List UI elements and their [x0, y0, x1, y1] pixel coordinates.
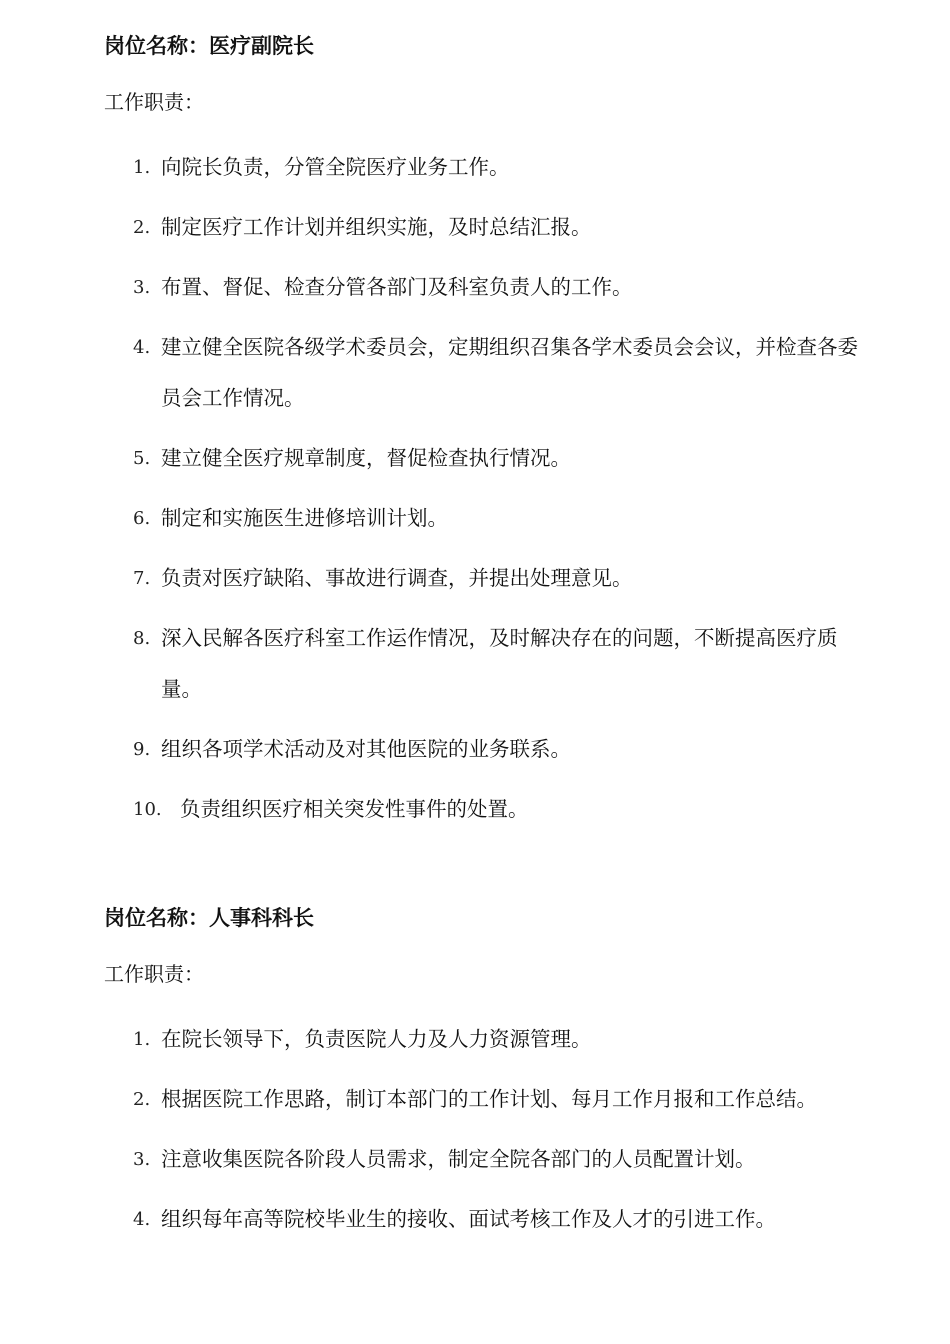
duty-text: 注意收集医院各阶段人员需求，制定全院各部门的人员配置计划。: [161, 1147, 756, 1171]
job-section-hr-chief: [104, 900, 864, 1245]
job-title: 岗位名称：医疗副院长: [104, 34, 314, 58]
duty-text: 组织各项学术活动及对其他医院的业务联系。: [161, 737, 571, 761]
duty-number: 1.: [133, 1029, 151, 1050]
duty-text: 在院长领导下，负责医院人力及人力资源管理。: [161, 1027, 592, 1051]
duty-list: [104, 142, 864, 835]
duty-text: 负责组织医疗相关突发性事件的处置。: [180, 797, 529, 821]
job-section-medical-vice-president: [104, 28, 864, 835]
duty-number: 7.: [133, 568, 151, 589]
duty-text: 建立健全医院各级学术委员会，定期组织召集各学术委员会会议，并检查各委员会工作情况。: [161, 335, 858, 410]
duty-number: 5.: [133, 448, 151, 469]
duty-item: [104, 1134, 864, 1185]
duty-text: 布置、督促、检查分管各部门及科室负责人的工作。: [161, 275, 633, 299]
duty-text: 制定和实施医生进修培训计划。: [161, 506, 448, 530]
duty-number: 6.: [133, 508, 151, 529]
duty-number: 3.: [133, 277, 151, 298]
duty-item: [104, 1194, 864, 1245]
duty-number: 1.: [133, 157, 151, 178]
duty-number: 9.: [133, 739, 151, 760]
duty-item: [104, 322, 864, 424]
duty-item: [104, 262, 864, 313]
duty-number: 10.: [133, 799, 162, 820]
duties-heading: 工作职责：: [104, 90, 204, 114]
duty-list: [104, 1014, 864, 1245]
duty-item: [104, 493, 864, 544]
duty-number: 2.: [133, 1089, 151, 1110]
duty-text: 建立健全医疗规章制度，督促检查执行情况。: [161, 446, 571, 470]
duty-item: [104, 202, 864, 253]
duty-item: [104, 1074, 864, 1125]
duty-text: 负责对医疗缺陷、事故进行调查，并提出处理意见。: [161, 566, 633, 590]
duty-number: 4.: [133, 337, 151, 358]
duty-item: [104, 613, 864, 715]
job-title: 岗位名称：人事科科长: [104, 906, 314, 930]
duty-number: 2.: [133, 217, 151, 238]
duty-number: 8.: [133, 628, 151, 649]
duty-text: 制定医疗工作计划并组织实施，及时总结汇报。: [161, 215, 592, 239]
duty-item: [104, 1014, 864, 1065]
duties-heading: 工作职责：: [104, 962, 204, 986]
duty-item: [104, 724, 864, 775]
duty-text: 根据医院工作思路，制订本部门的工作计划、每月工作月报和工作总结。: [161, 1087, 817, 1111]
duty-text: 组织每年高等院校毕业生的接收、面试考核工作及人才的引进工作。: [161, 1207, 776, 1231]
duty-item: [104, 433, 864, 484]
duty-item: [104, 784, 864, 835]
duty-text: 深入民解各医疗科室工作运作情况，及时解决存在的问题，不断提高医疗质量。: [161, 626, 838, 701]
duty-item: [104, 142, 864, 193]
duty-item: [104, 553, 864, 604]
duty-number: 3.: [133, 1149, 151, 1170]
duty-text: 向院长负责，分管全院医疗业务工作。: [161, 155, 510, 179]
duty-number: 4.: [133, 1209, 151, 1230]
